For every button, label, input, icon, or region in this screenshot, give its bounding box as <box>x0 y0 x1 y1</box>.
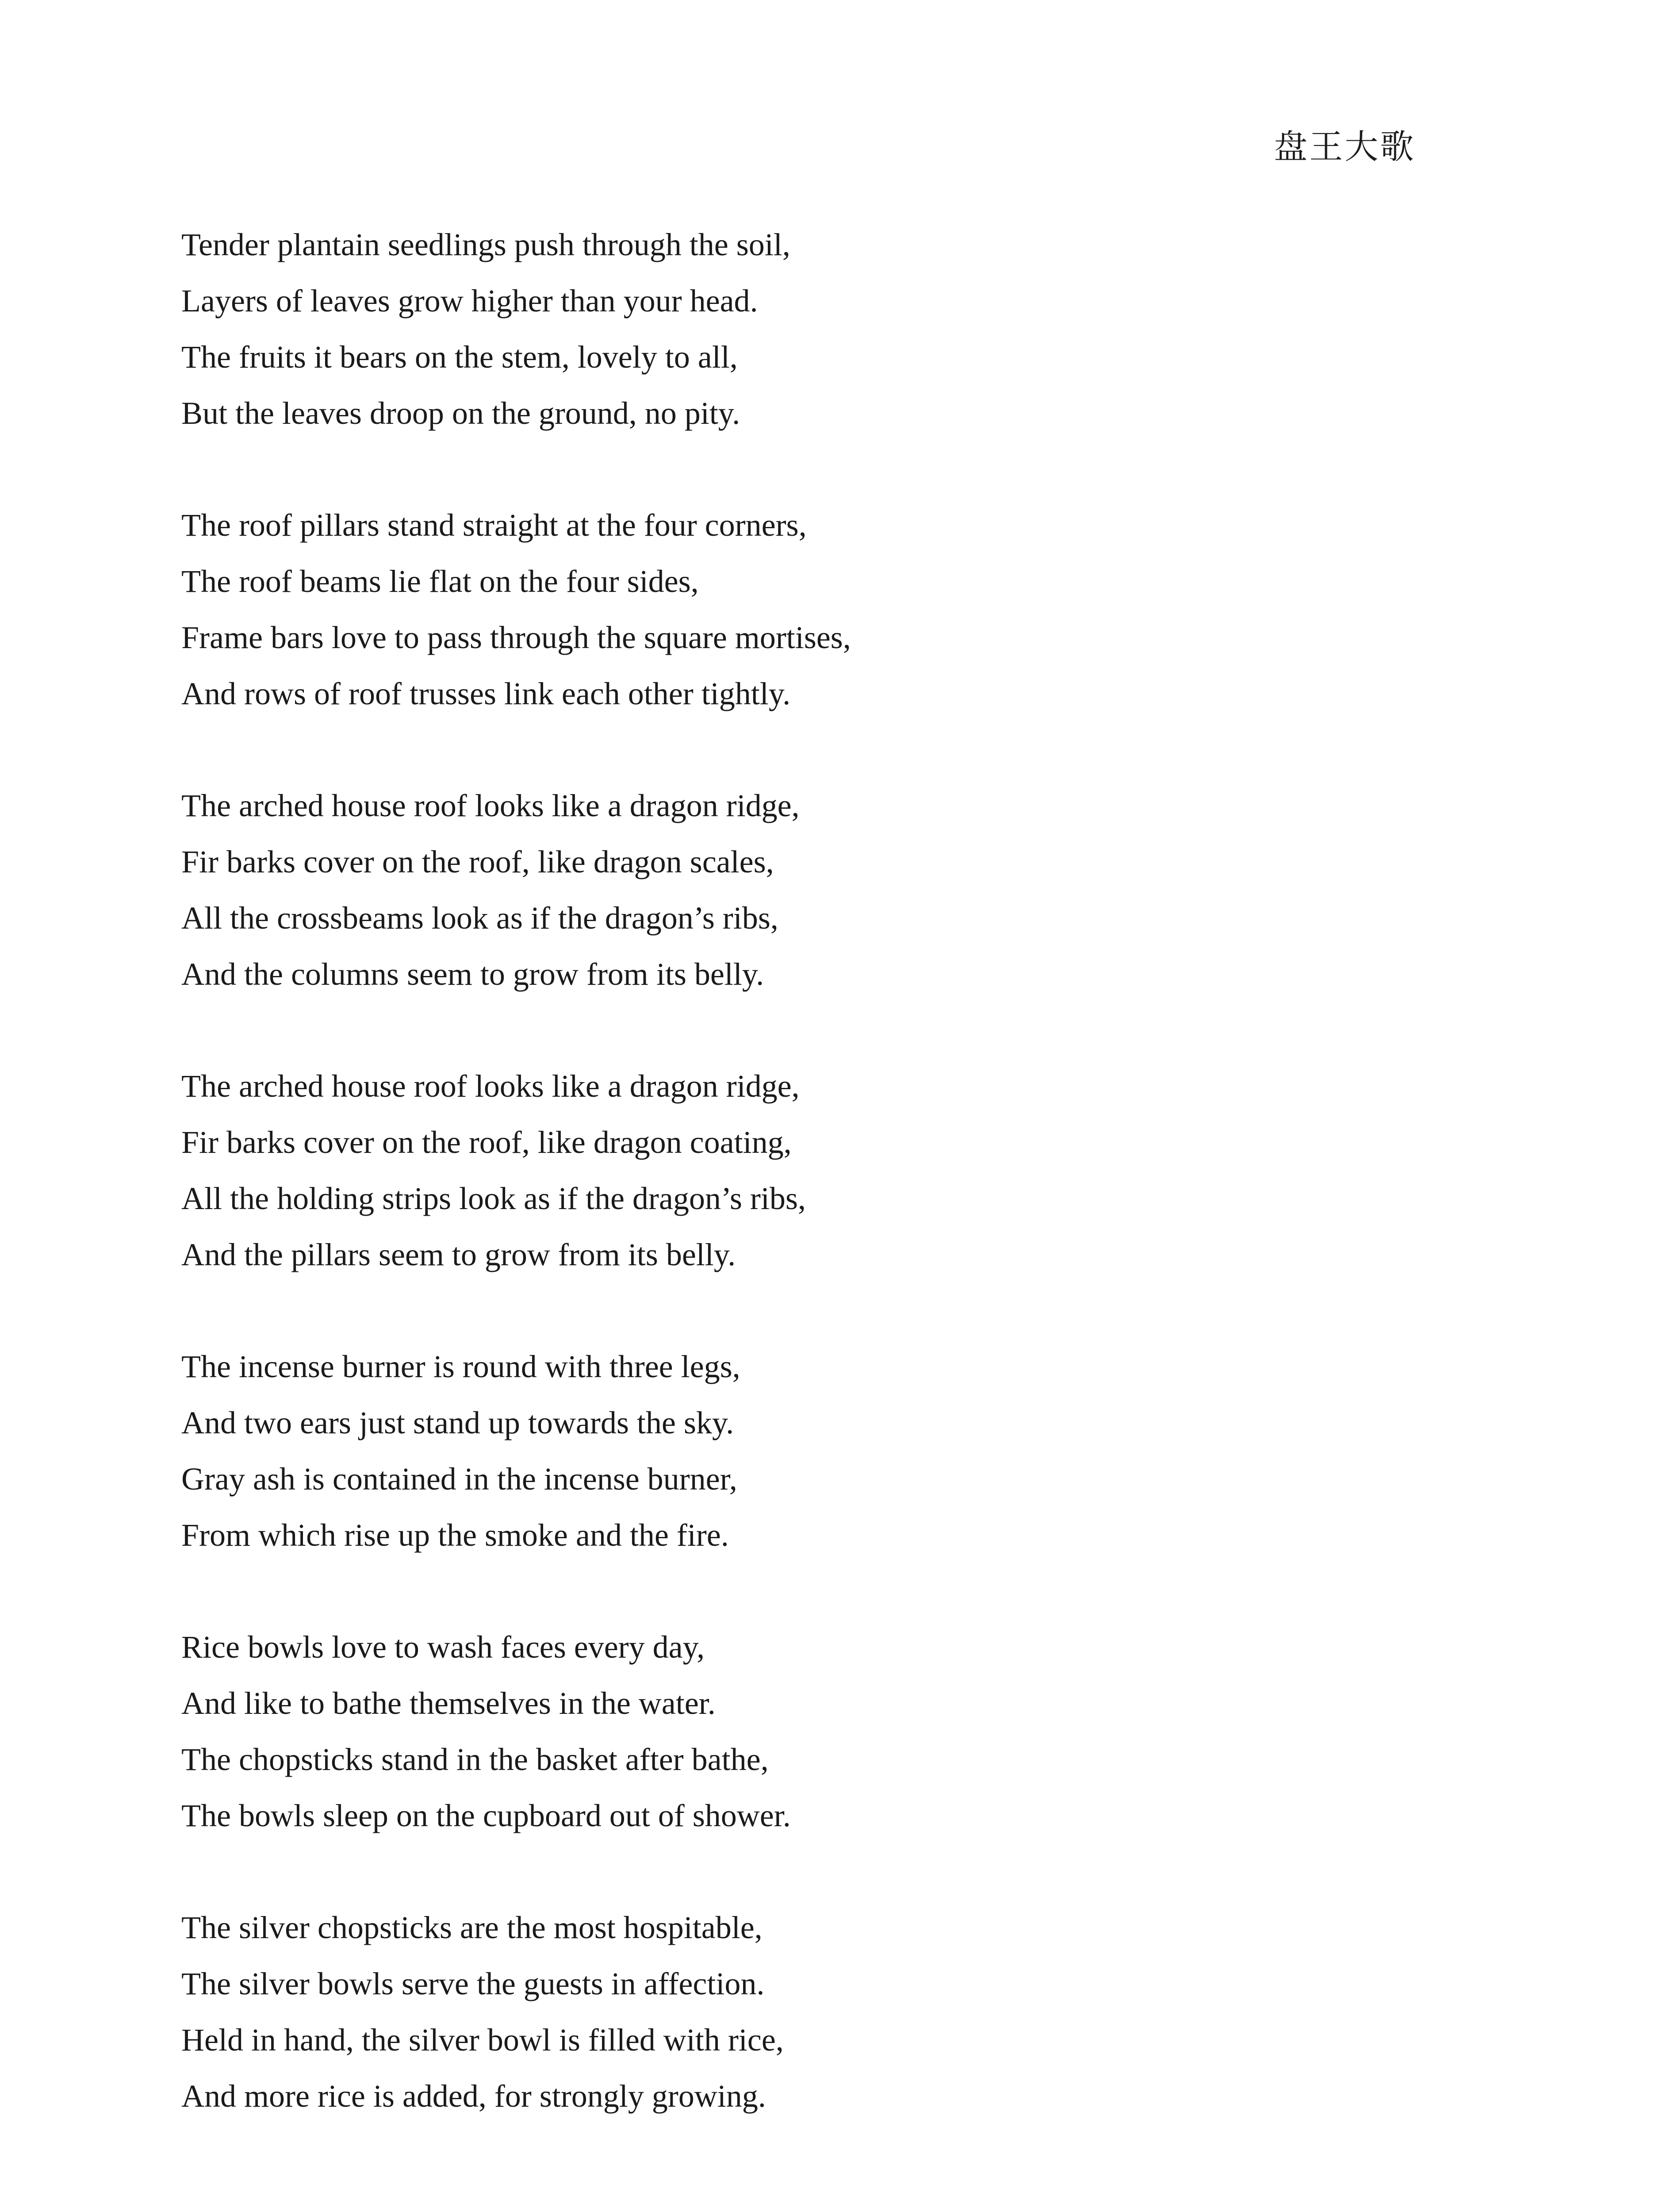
poem-line: And more rice is added, for strongly growing. <box>181 2078 766 2114</box>
poem-line: Gray ash is contained in the incense burner, <box>181 1461 737 1497</box>
poem-line: Rice bowls love to wash faces every day, <box>181 1629 705 1665</box>
poem-body <box>181 217 1464 2180</box>
poem-line: Fir barks cover on the roof, like dragon coating, <box>181 1125 792 1160</box>
poem-line: Fir barks cover on the roof, like dragon scales, <box>181 844 774 879</box>
running-header-title: 盘王大歌 <box>1274 127 1415 166</box>
poem-line: Tender plantain seedlings push through the soil, <box>181 227 790 262</box>
stanza-3 <box>181 778 1464 1002</box>
stanza-4 <box>181 1058 1464 1283</box>
poem-line: The arched house roof looks like a dragon ridge, <box>181 788 800 823</box>
poem-line: The incense burner is round with three legs, <box>181 1349 740 1384</box>
poem-line: And the columns seem to grow from its belly. <box>181 956 764 992</box>
poem-line: The bowls sleep on the cupboard out of shower. <box>181 1798 791 1833</box>
poem-line: From which rise up the smoke and the fire. <box>181 1517 729 1553</box>
poem-line: All the holding strips look as if the dragon’s ribs, <box>181 1181 806 1216</box>
stanza-6 <box>181 1619 1464 1844</box>
stanza-5 <box>181 1339 1464 1563</box>
poem-line: But the leaves droop on the ground, no pity. <box>181 396 740 431</box>
poem-line: The silver bowls serve the guests in affection. <box>181 1966 765 2001</box>
stanza-7 <box>181 1900 1464 2124</box>
stanza-2 <box>181 497 1464 722</box>
poem-line: And like to bathe themselves in the water. <box>181 1686 716 1721</box>
poem-line: The chopsticks stand in the basket after bathe, <box>181 1742 769 1777</box>
poem-line: The silver chopsticks are the most hospitable, <box>181 1910 763 1945</box>
poem-line: The roof beams lie flat on the four sides, <box>181 564 699 599</box>
stanza-1 <box>181 217 1464 442</box>
poem-line: The arched house roof looks like a dragon ridge, <box>181 1068 800 1104</box>
poem-line: Frame bars love to pass through the square mortises, <box>181 620 851 655</box>
poem-line: All the crossbeams look as if the dragon’s ribs, <box>181 900 778 936</box>
poem-line: Held in hand, the silver bowl is filled with rice, <box>181 2022 784 2058</box>
poem-line: And the pillars seem to grow from its belly. <box>181 1237 736 1272</box>
poem-line: Layers of leaves grow higher than your head. <box>181 283 758 319</box>
poem-line: The fruits it bears on the stem, lovely to all, <box>181 339 738 375</box>
poem-line: And rows of roof trusses link each other tightly. <box>181 676 791 711</box>
poem-line: And two ears just stand up towards the sky. <box>181 1405 734 1440</box>
poem-line: The roof pillars stand straight at the four corners, <box>181 507 807 543</box>
